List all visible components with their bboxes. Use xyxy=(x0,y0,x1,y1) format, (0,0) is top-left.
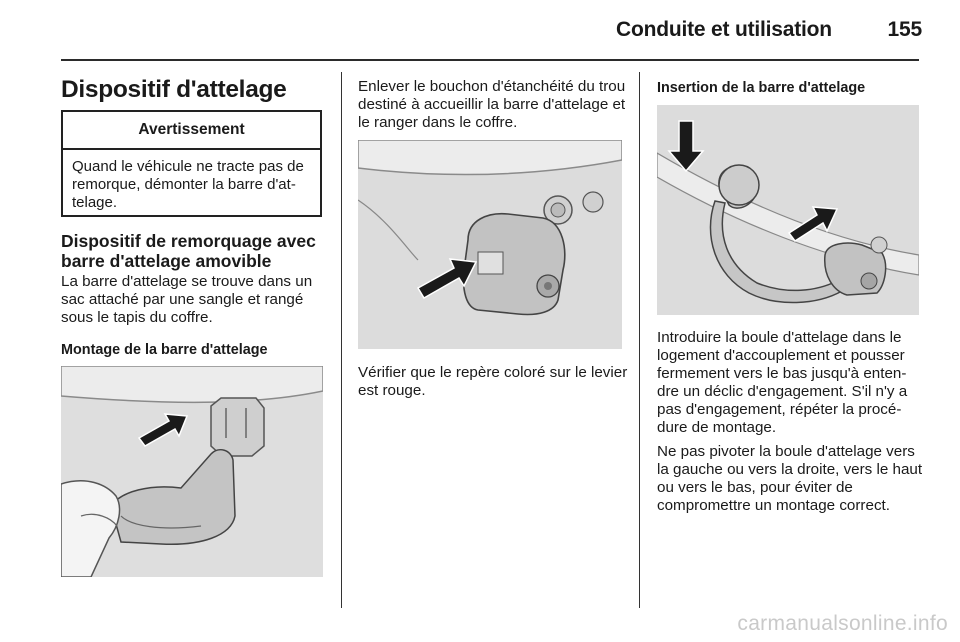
warning-title: Avertissement xyxy=(63,112,320,150)
col3-text-1: Introduire la boule d'attelage dans le logement d'accouplement et pousser fermement vers le bas jusqu'à entendre un déclic d'engagement. S'il n'y a pas d'engagement, répéter la procédure de montage. xyxy=(657,329,908,436)
col3-text-2: Ne pas pivoter la boule d'attelage vers la gauche ou vers la droite, vers le haut ou vers le bas, pour éviter de compromettre un montage correct. xyxy=(657,443,923,514)
header-rule xyxy=(61,59,919,61)
warning-text: Quand le véhicule ne tracte pas de remorque, démonter la barre d'attelage. xyxy=(72,158,304,211)
insertion-heading: Insertion de la barre d'attelage xyxy=(657,80,866,96)
mount-heading: Montage de la barre d'attelage xyxy=(61,342,268,358)
page-number: 155 xyxy=(887,18,922,41)
col2-text-1: Enlever le bouchon d'étanchéité du trou destiné à accueillir la barre d'attelage et le ranger dans le coffre. xyxy=(358,78,626,131)
page-header xyxy=(616,18,922,42)
page-title: Dispositif d'attelage xyxy=(61,76,287,103)
col2-text-2: Vérifier que le repère coloré sur le levier est rouge. xyxy=(358,364,628,399)
figure-remove-bar xyxy=(61,366,323,577)
col3-paragraph-2 xyxy=(657,443,923,515)
subsection-title: Dispositif de remorquage avec barre d'attelage amovible xyxy=(61,231,316,271)
column-divider-2 xyxy=(639,72,640,608)
section-title: Conduite et utilisation xyxy=(616,18,832,41)
watermark: carmanualsonline.info xyxy=(737,612,948,635)
figure-insert-bar xyxy=(657,105,919,315)
col3-paragraph-1 xyxy=(657,329,923,437)
intro-paragraph xyxy=(61,273,331,327)
column-divider-1 xyxy=(341,72,342,608)
col2-paragraph-1 xyxy=(358,78,630,132)
warning-box xyxy=(61,110,322,217)
col2-paragraph-2 xyxy=(358,364,630,400)
intro-text: La barre d'attelage se trouve dans un sac attaché par une sangle et rangé sous le tapis du coffre. xyxy=(61,273,313,326)
figure-remove-plug xyxy=(358,140,622,349)
